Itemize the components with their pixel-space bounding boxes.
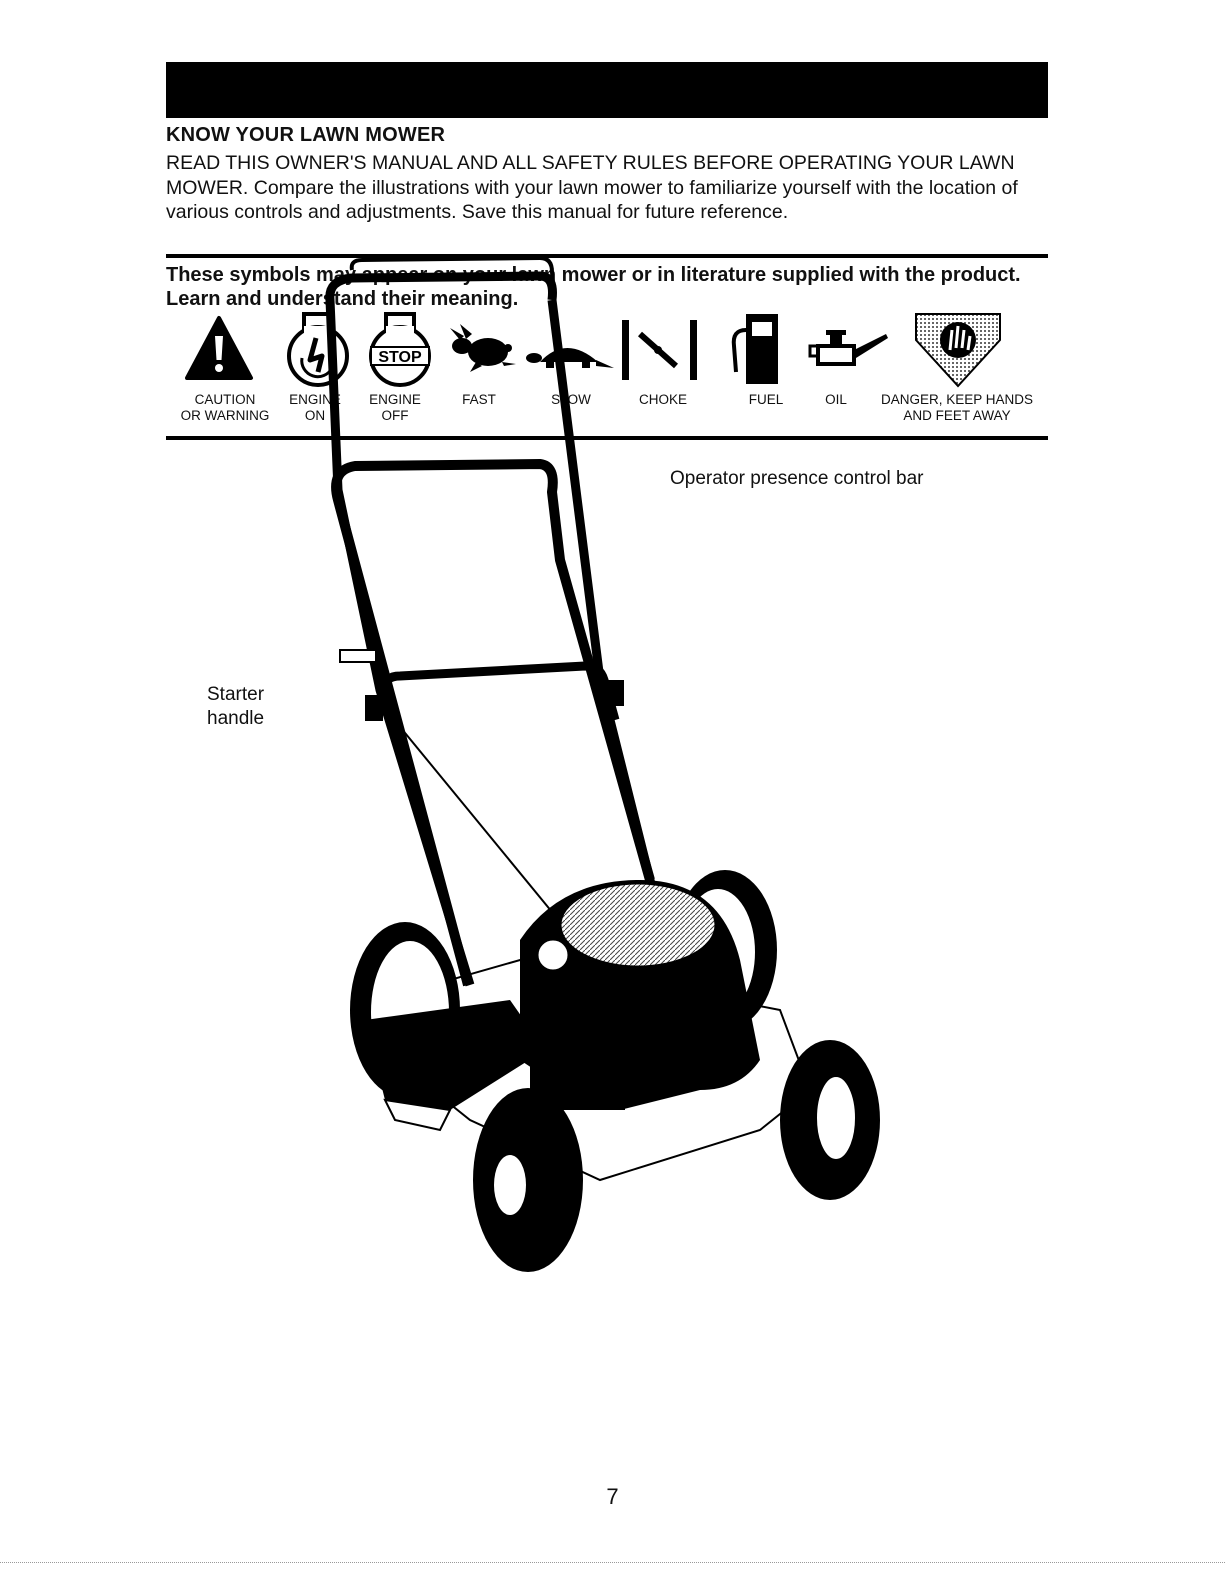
fuel-pump-icon: [728, 310, 792, 386]
symbol-label-danger: DANGER, KEEP HANDS AND FEET AWAY: [880, 392, 1034, 423]
symbol-label-engine-on: ENGINE ON: [289, 392, 341, 423]
turtle-icon: [526, 334, 616, 374]
symbol-label-caution: CAUTION OR WARNING: [180, 392, 270, 423]
intro-paragraph: READ THIS OWNER'S MANUAL AND ALL SAFETY RULES BEFORE OPERATING YOUR LAWN MOWER. Compare the illustrations with your lawn mower to familiarize yourself with the location of various controls and adjustments. Save this manual for future reference.: [166, 152, 1018, 223]
symbols-intro: These symbols may appear on your lawn mower or in literature supplied with the product. Learn and understand their meaning.: [166, 264, 1021, 310]
engine-off-icon: [362, 310, 438, 388]
symbol-label-oil: OIL: [825, 392, 847, 407]
symbol-label-fast: FAST: [462, 392, 496, 407]
symbol-label-fuel: FUEL: [748, 392, 784, 407]
page-number: 7: [606, 1484, 619, 1509]
bottom-edge: [0, 1562, 1225, 1563]
callout-operator-bar: Operator presence control bar: [670, 468, 924, 489]
symbol-label-slow: SLOW: [551, 392, 591, 407]
choke-icon: [618, 316, 708, 384]
section-title: KNOW YOUR LAWN MOWER: [166, 124, 446, 146]
symbol-label-engine-off: ENGINE OFF: [369, 392, 421, 423]
symbol-legend: [166, 308, 1048, 428]
oil-can-icon: [808, 324, 890, 374]
symbol-label-choke: CHOKE: [638, 392, 687, 407]
callout-starter-handle: Starter handle: [207, 684, 265, 729]
header-banner: [166, 62, 1048, 118]
svg-text:STOP: STOP: [378, 349, 422, 366]
engine-on-icon: [280, 310, 356, 388]
caution-triangle-icon: [184, 314, 254, 382]
divider-top: [166, 254, 1048, 258]
divider-bottom: [166, 436, 1048, 440]
rabbit-icon: [442, 324, 518, 374]
hand-hazard-icon: [912, 310, 1004, 388]
